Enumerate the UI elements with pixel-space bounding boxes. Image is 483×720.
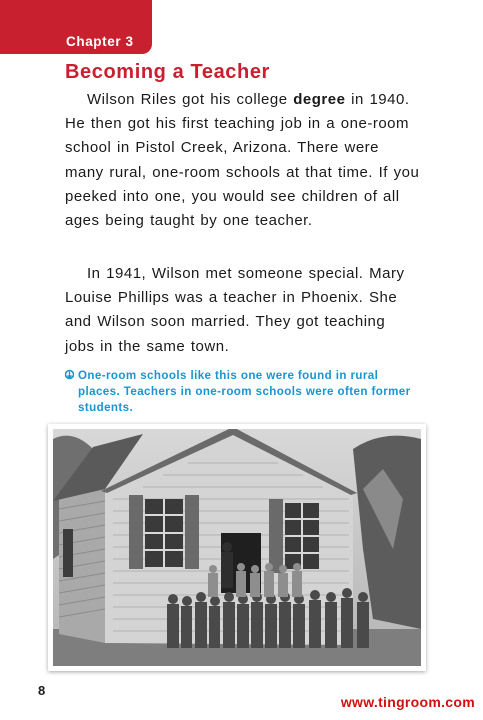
site-link[interactable]: www.tingroom.com	[340, 694, 475, 710]
photo-caption	[65, 368, 420, 417]
paragraph-1-start: Wilson Riles got his college	[87, 91, 294, 108]
paragraph-2	[65, 262, 420, 359]
vocab-word-degree: degree	[293, 91, 346, 108]
paragraph-2-text: In 1941, Wilson met someone special. Mary Louise Phillips was a teacher in Phoenix. She and Wilson soon married. They got teaching jobs in the same town.	[65, 265, 405, 355]
arrow-marker-icon	[65, 369, 74, 380]
page-number: 8	[38, 683, 46, 698]
chapter-label: Chapter 3	[66, 34, 134, 49]
chapter-title: Becoming a Teacher	[65, 61, 270, 83]
caption-text: One-room schools like this one were found in rural places. Teachers in one-room schools were often former students.	[78, 369, 411, 415]
paragraph-1-rest: in 1940. He then got his first teaching job in a one-room school in Pistol Creek, Arizona. There were many rural, one-room schools at that time. If you peeked into one, you would see children of all ages being taught by one teacher.	[65, 91, 420, 230]
paragraph-1	[65, 88, 420, 233]
photo-frame	[48, 424, 426, 671]
schoolhouse-illustration	[53, 429, 421, 666]
schoolhouse-photo	[53, 429, 421, 666]
